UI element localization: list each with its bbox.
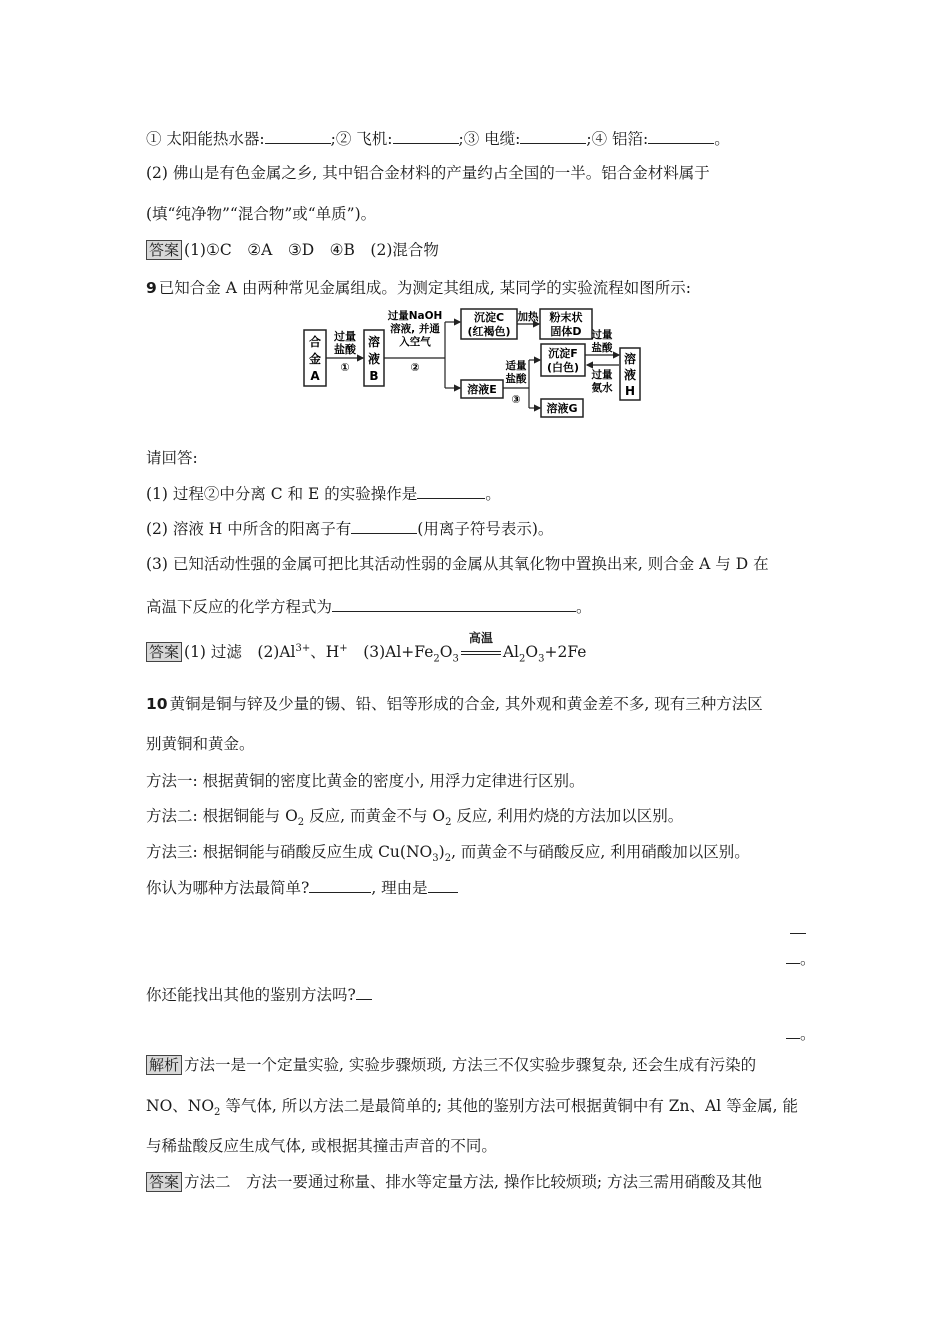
q9-prompt: 请回答: [146,449,198,467]
q10-analysis-line3: 与稀盐酸反应生成气体, 或根据其撞击声音的不同。 [146,1137,497,1155]
q8-line1: ① 太阳能热水器: ;② 飞机: ;③ 电缆: ;④ 铝箔: 。 [146,130,730,148]
q10-method2: 方法二: 根据铜能与 $O_2$ 反应, 而黄金不与 $O_2$ 反应, 利用灼烧的方法加以区别。 [146,807,684,829]
q9-part3-cont: 高温下反应的化学方程式为 。 [146,598,592,616]
svg-text:盐酸: 盐酸 [505,373,527,385]
svg-text:盐酸: 盐酸 [334,343,356,356]
precipitate-f-label: 沉淀F [548,347,578,360]
blank [428,877,458,893]
q8-answer: 答案 (1)①C ②A ③D ④B (2)混合物 [146,240,439,260]
blank [790,918,806,934]
solution-g-label: 溶液G [546,402,578,415]
question-number: 9 [146,279,157,297]
q10-stem: 10 黄铜是铜与锌及少量的锡、铅、铝等形成的合金, 其外观和黄金差不多, 现有三种方法区 [146,695,763,713]
svg-text:液: 液 [367,352,381,366]
q8-line3: (填“纯净物”“混合物”或“单质”)。 [146,205,377,223]
question-number: 10 [146,695,168,713]
svg-text:B: B [369,369,379,383]
analysis-tag: 解析 [146,1055,182,1075]
q10-method3: 方法三: 根据铜能与硝酸反应生成 $Cu(NO_3)_2$, 而黄金不与硝酸反应, 利用硝酸加以区别。 [146,843,750,865]
q9-stem: 9 已知合金 A 由两种常见金属组成。为测定其组成, 某同学的实验流程如图所示: [146,279,691,297]
blank [332,596,576,612]
svg-text:氨水: 氨水 [591,382,613,394]
blank-end: 。 [786,1022,816,1044]
alloy-a-label: 合 [308,335,322,349]
blank [417,483,485,499]
blank [786,1023,800,1039]
svg-text:固体D: 固体D [550,325,582,338]
blank [356,984,372,1000]
answer-tag: 答案 [146,240,182,260]
reaction-condition: 高温 [468,631,493,646]
q9-answer: 答案 (1) 过滤 $(2)Al^{3+}$、H+ $(3)Al+Fe_2O_3$ 高温 $Al_2O_3+2Fe$ [146,639,586,669]
solution-e-label: 溶液E [467,383,497,396]
answer-tag: 答案 [146,642,182,662]
excess-hcl-label: 过量 [591,329,613,341]
experiment-flow-diagram [303,308,643,420]
q8-line2: (2) 佛山是有色金属之乡, 其中铝合金材料的产量约占全国的一半。铝合金材料属于 [146,164,710,182]
q10-answer: 答案 方法二 方法一要通过称量、排水等定量方法, 操作比较烦琐; 方法三需用硝酸及其他 [146,1172,762,1192]
precipitate-c-label: 沉淀C [473,311,505,324]
svg-text:③: ③ [511,393,521,406]
svg-text:金: 金 [308,352,322,366]
step2-label: 过量NaOH [387,310,443,322]
step3-label: 适量 [505,360,527,372]
reaction-arrow [459,631,503,662]
svg-text:入空气: 入空气 [399,336,431,348]
q10-analysis: 解析 方法一是一个定量实验, 实验步骤烦琐, 方法三不仅实验步骤复杂, 还会生成有污染的 [146,1055,756,1075]
blank [351,518,417,534]
svg-text:(白色): (白色) [546,361,580,374]
svg-text:A: A [310,369,320,383]
solution-h-label: 溶 [623,352,637,366]
q10-stem-cont: 别黄铜和黄金。 [146,735,255,753]
blank [786,948,800,964]
q9-part3: (3) 已知活动性强的金属可把比其活动性弱的金属从其氧化物中置换出来, 则合金 A 与 D 在 [146,555,769,573]
svg-text:(红褐色): (红褐色) [467,325,511,338]
svg-text:②: ② [410,361,420,374]
heat-label: 加热 [517,311,539,323]
q10-ask1: 你认为哪种方法最简单? , 理由是 [146,877,458,898]
solution-b-label: 溶 [367,335,381,349]
answer-tag: 答案 [146,1172,182,1192]
q9-part2: (2) 溶液 H 中所含的阳离子有 (用离子符号表示)。 [146,520,554,538]
blank [309,877,371,893]
blank [520,128,586,144]
svg-text:盐酸: 盐酸 [591,342,613,354]
excess-ammonia-label: 过量 [591,369,613,381]
blank [393,128,459,144]
blank [265,128,331,144]
blank-continuation [790,918,806,938]
step1-label: 过量 [334,330,356,343]
q10-analysis-line2: NO、$NO_2$ 等气体, 所以方法二是最简单的; 其他的鉴别方法可根据黄铜中有 Zn、Al 等金属, 能 [146,1097,798,1119]
blank [648,128,714,144]
svg-text:H: H [624,384,636,398]
solid-d-label: 粉末状 [549,311,583,324]
q10-ask2: 你还能找出其他的鉴别方法吗? [146,984,372,1005]
svg-text:①: ① [340,361,350,374]
svg-text:液: 液 [623,368,637,382]
q9-part1: (1) 过程②中分离 C 和 E 的实验操作是 。 [146,485,501,503]
svg-text:溶液, 并通: 溶液, 并通 [390,323,440,335]
q10-method1: 方法一: 根据黄铜的密度比黄金的密度小, 用浮力定律进行区别。 [146,772,585,790]
blank-end: 。 [786,947,816,969]
